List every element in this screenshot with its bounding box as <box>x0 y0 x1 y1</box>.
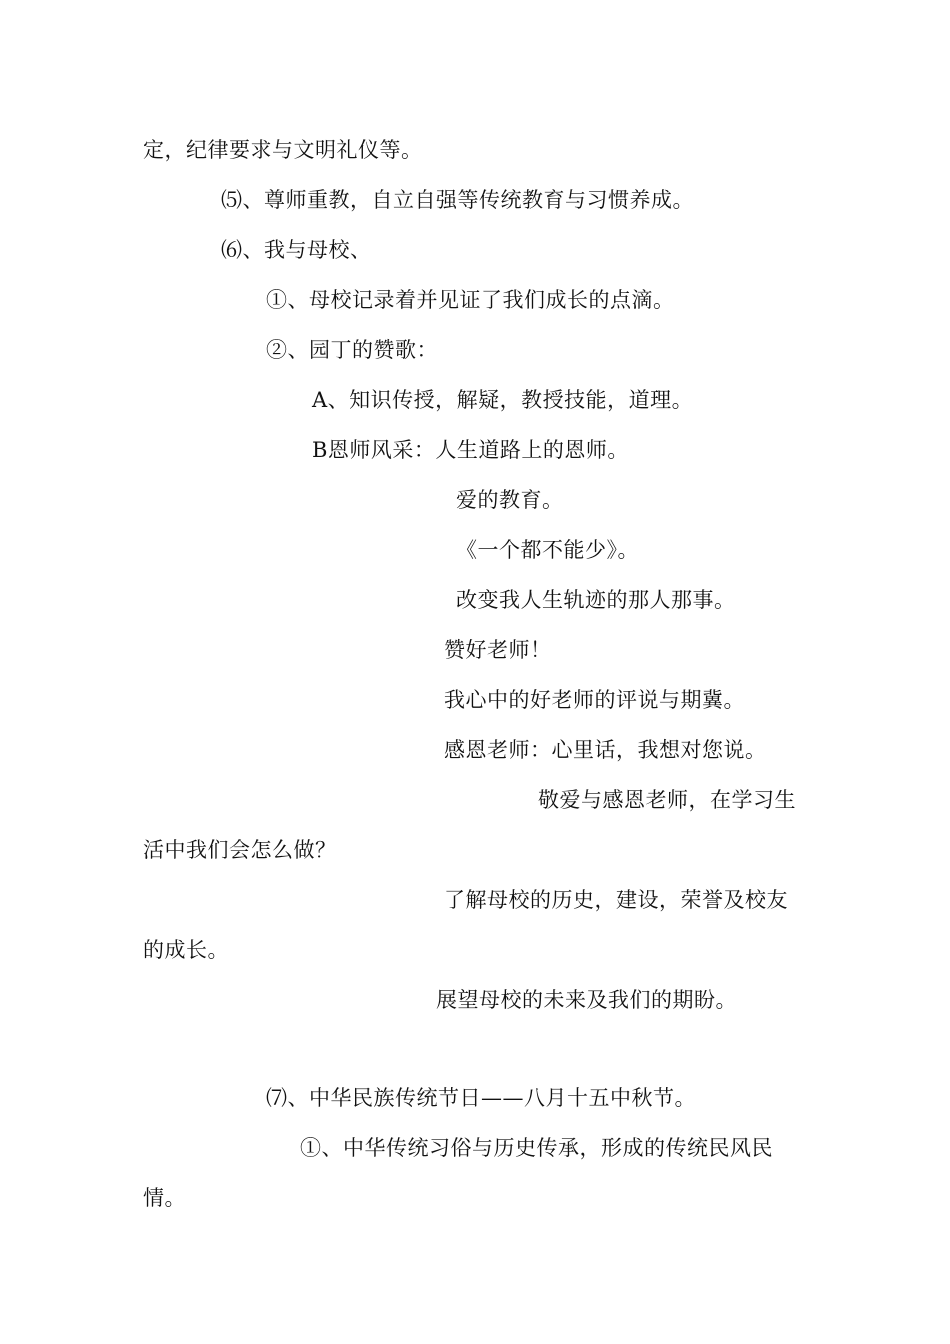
text-line: 敬爱与感恩老师，在学习生 <box>538 788 796 812</box>
text-line: ⑹、我与母校、 <box>221 238 372 262</box>
text-line: ①、母校记录着并见证了我们成长的点滴。 <box>266 288 675 312</box>
text-line: 定，纪律要求与文明礼仪等。 <box>143 138 423 162</box>
text-line: B恩师风采：人生道路上的恩师。 <box>312 438 629 462</box>
text-line: 了解母校的历史，建设，荣誉及校友 <box>444 888 788 912</box>
text-line: ①、中华传统习俗与历史传承，形成的传统民风民 <box>300 1136 773 1160</box>
text-line: 《一个都不能少》。 <box>456 538 639 562</box>
text-line: 感恩老师：心里话，我想对您说。 <box>444 738 767 762</box>
text-line: 的成长。 <box>143 938 229 962</box>
text-line: ②、园丁的赞歌： <box>266 338 438 362</box>
text-line: 我心中的好老师的评说与期冀。 <box>444 688 745 712</box>
text-line: A、知识传授，解疑，教授技能，道理。 <box>312 388 694 412</box>
text-line: ⑺、中华民族传统节日——八月十五中秋节。 <box>266 1086 696 1110</box>
text-line: 展望母校的未来及我们的期盼。 <box>436 988 737 1012</box>
text-line: 活中我们会怎么做？ <box>143 838 337 862</box>
text-line: 爱的教育。 <box>456 488 564 512</box>
text-line: 赞好老师！ <box>444 638 552 662</box>
text-line: 情。 <box>143 1186 186 1210</box>
text-line: ⑸、尊师重教，自立自强等传统教育与习惯养成。 <box>221 188 694 212</box>
text-line: 改变我人生轨迹的那人那事。 <box>456 588 736 612</box>
